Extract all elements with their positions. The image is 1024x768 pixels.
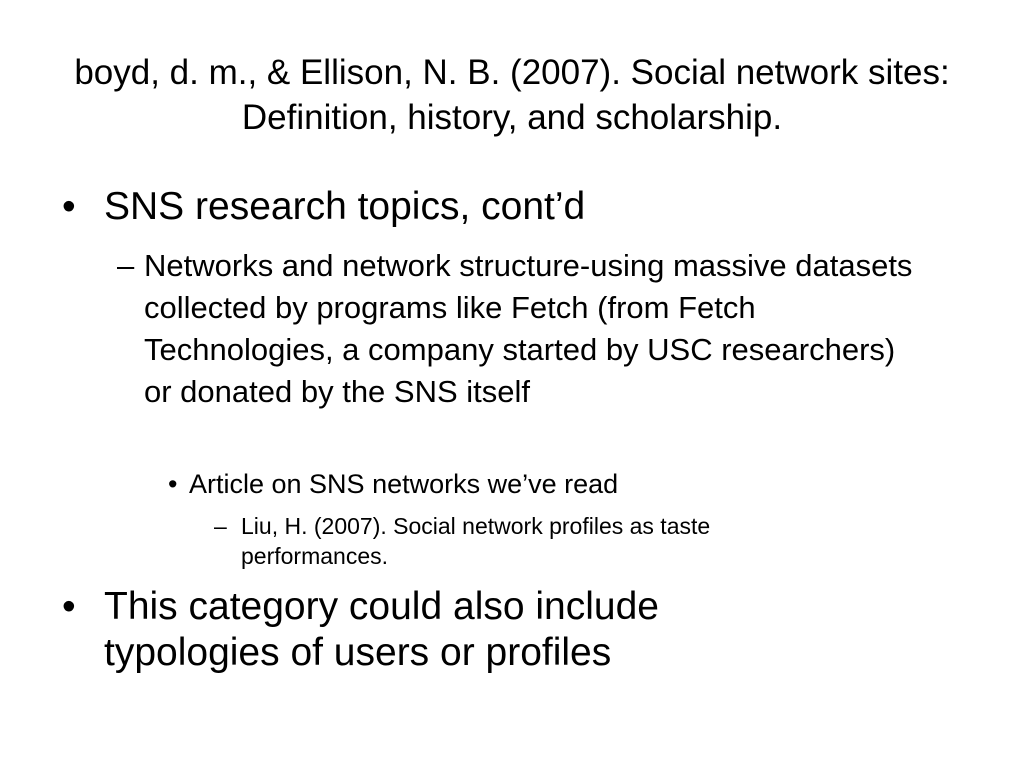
bullet-marker: • [62, 185, 76, 228]
bullet-text: Article on SNS networks we’ve read [189, 469, 619, 499]
dash-marker: – [214, 513, 227, 539]
bullet-level2-networks [117, 245, 937, 413]
bullet-marker: • [168, 469, 178, 499]
bullet-marker: • [62, 585, 76, 628]
bullet-level4-liu [214, 511, 854, 571]
bullet-level1-category [62, 584, 962, 676]
bullet-text: Networks and network structure-using massive datasets collected by programs like Fetch (from Fetch Technologies, a company started by USC researchers) or donated by the SNS itself [144, 248, 913, 409]
bullet-text: This category could also include typologies of users or profiles [104, 585, 659, 674]
bullet-level1-sns-topics [62, 184, 962, 230]
bullet-level3-article [168, 467, 868, 501]
slide-title: boyd, d. m., & Ellison, N. B. (2007). Social network sites: Definition, history, and scholarship. [74, 53, 950, 137]
dash-marker: – [117, 248, 135, 283]
bullet-text: SNS research topics, cont’d [104, 185, 586, 228]
bullet-text: Liu, H. (2007). Social network profiles as taste performances. [241, 513, 711, 569]
